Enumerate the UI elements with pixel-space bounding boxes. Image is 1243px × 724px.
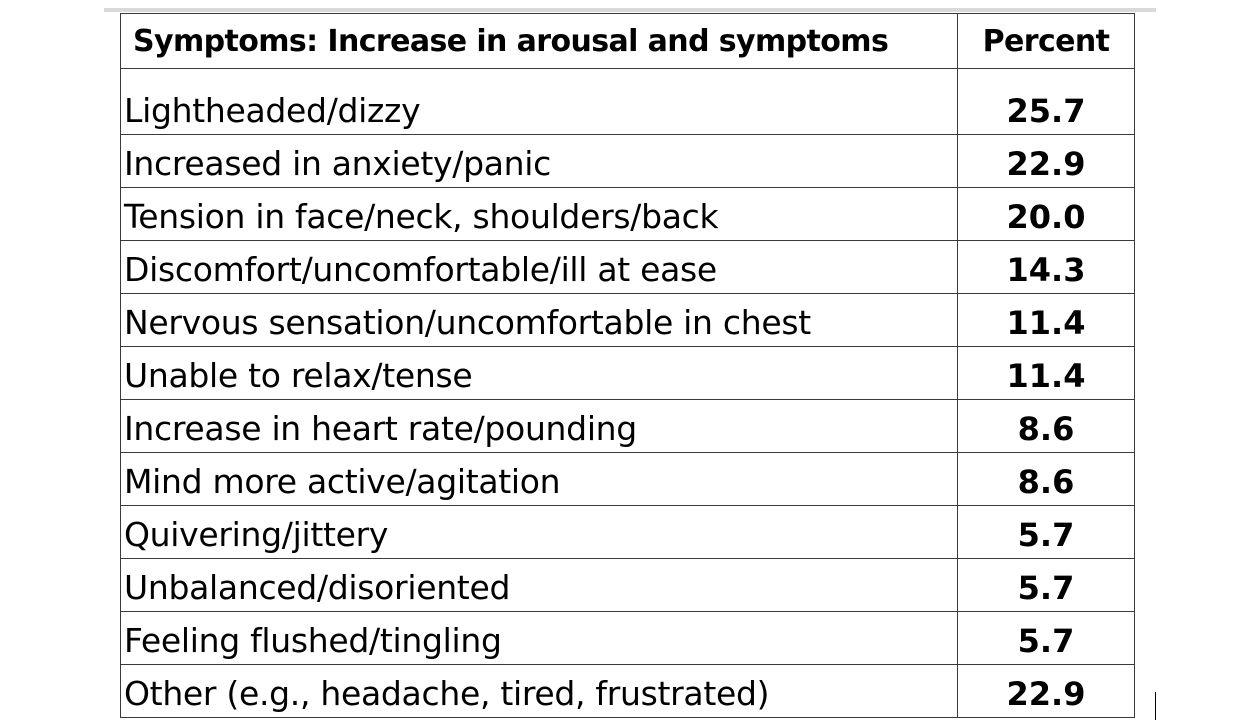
- table-row: [121, 612, 1135, 665]
- row-percent: 11.4: [958, 347, 1135, 400]
- row-label: Tension in face/neck, shoulders/back: [121, 188, 958, 241]
- row-percent: 14.3: [958, 241, 1135, 294]
- table-row: [121, 559, 1135, 612]
- row-label: Mind more active/agitation: [121, 453, 958, 506]
- table-row: [121, 400, 1135, 453]
- row-percent: 5.7: [958, 506, 1135, 559]
- row-label: Increase in heart rate/pounding: [121, 400, 958, 453]
- row-percent: 22.9: [958, 135, 1135, 188]
- symptoms-table: [120, 13, 1135, 718]
- table-row: [121, 135, 1135, 188]
- row-percent: 8.6: [958, 453, 1135, 506]
- header-percent: Percent: [958, 14, 1135, 69]
- row-label: Feeling flushed/tingling: [121, 612, 958, 665]
- row-percent: 5.7: [958, 559, 1135, 612]
- row-label: Lightheaded/dizzy: [121, 69, 958, 135]
- row-percent: 22.9: [958, 665, 1135, 718]
- table-row: [121, 69, 1135, 135]
- row-percent: 20.0: [958, 188, 1135, 241]
- table-row: [121, 241, 1135, 294]
- row-percent: 11.4: [958, 294, 1135, 347]
- row-label: Unbalanced/disoriented: [121, 559, 958, 612]
- table-row: [121, 188, 1135, 241]
- row-label: Nervous sensation/uncomfortable in chest: [121, 294, 958, 347]
- row-label: Other (e.g., headache, tired, frustrated): [121, 665, 958, 718]
- table-header-row: [121, 14, 1135, 69]
- text-cursor-line: [1155, 692, 1156, 720]
- row-label: Discomfort/uncomfortable/ill at ease: [121, 241, 958, 294]
- table-row: [121, 294, 1135, 347]
- row-label: Quivering/jittery: [121, 506, 958, 559]
- table-row: [121, 453, 1135, 506]
- table-row: [121, 665, 1135, 718]
- row-percent: 25.7: [958, 69, 1135, 135]
- header-symptoms: Symptoms: Increase in arousal and symptoms: [121, 14, 958, 69]
- row-label: Increased in anxiety/panic: [121, 135, 958, 188]
- table-row: [121, 506, 1135, 559]
- row-label: Unable to relax/tense: [121, 347, 958, 400]
- table-row: [121, 347, 1135, 400]
- row-percent: 8.6: [958, 400, 1135, 453]
- top-rule-divider: [104, 8, 1156, 12]
- row-percent: 5.7: [958, 612, 1135, 665]
